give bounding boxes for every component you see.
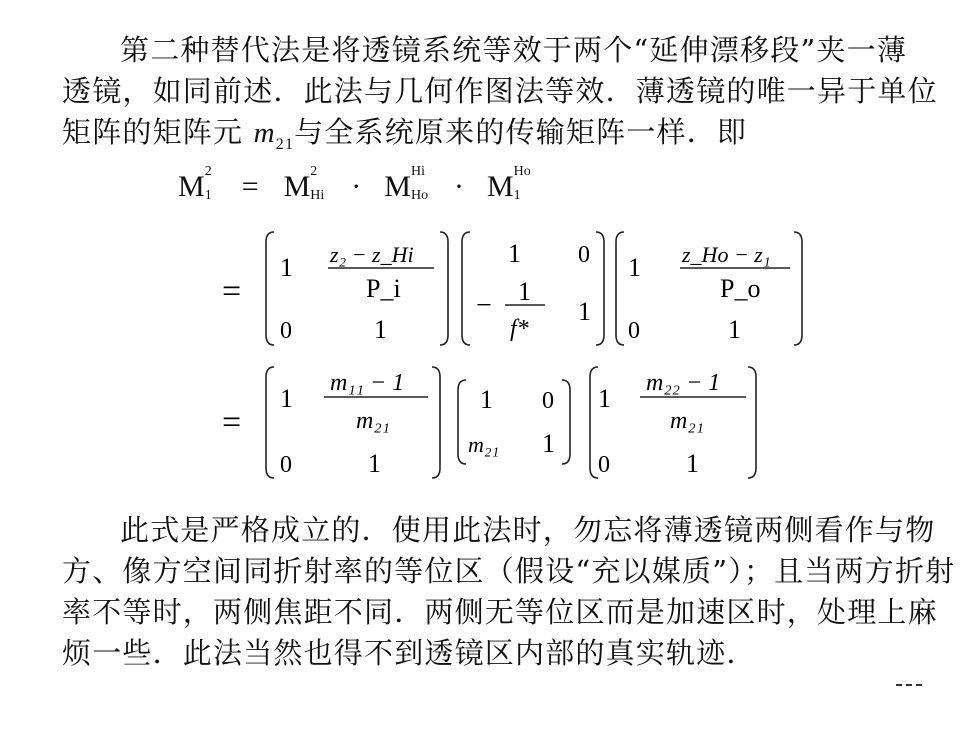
r1m3-b-num: z_Ho − z₁	[682, 242, 771, 267]
paragraph-2-line-3: 率不等时，两侧焦距不同．两侧无等位区而是加速区时，处理上麻	[62, 595, 938, 629]
paragraph-2	[62, 510, 956, 674]
r1m3-b-den: P_o	[720, 274, 761, 303]
paragraph-1-line-1: 第二种替代法是将透镜系统等效于两个“延伸漂移段”夹一薄	[120, 33, 908, 67]
page-number-mark	[896, 684, 922, 689]
r1m3-d: 1	[728, 315, 741, 344]
row-1-equals: =	[222, 273, 242, 310]
r1m1-b-num: z₂ − z_Hi	[330, 242, 414, 267]
r1m1-a: 1	[280, 253, 293, 282]
paragraph-1-line-2: 透镜，如同前述．此法与几何作图法等效．薄透镜的唯一异于单位	[62, 74, 938, 108]
r2m3-a: 1	[598, 384, 611, 413]
r1m1-d: 1	[374, 315, 387, 344]
paragraph-2-line-2: 方、像方空间同折射率的等位区（假设“充以媒质”）；且当两方折射	[62, 554, 956, 588]
paragraph-2-line-4: 烦一些．此法当然也得不到透镜区内部的真实轨迹．	[62, 636, 757, 670]
lhs-matrix: M 2 1	[178, 164, 212, 203]
r2m2-b: 0	[542, 388, 554, 414]
r1m3-c: 0	[628, 318, 640, 344]
r2m1-a: 1	[280, 384, 293, 413]
r1m2-c-den: f*	[510, 316, 529, 342]
r1m3-a: 1	[628, 253, 641, 282]
r2m2-a: 1	[480, 385, 493, 414]
paragraph-2-line-1: 此式是严格成立的．使用此法时，勿忘将薄透镜两侧看作与物	[120, 513, 936, 547]
r1m1-b-den: P_i	[366, 274, 401, 303]
equals-sign: =	[241, 170, 259, 203]
r1m2-d: 1	[578, 297, 591, 326]
term-3-matrix: M Ho 1	[486, 164, 531, 203]
r2m3-d: 1	[686, 449, 699, 478]
r2m1-b-den: m₂₁	[356, 408, 391, 434]
term-2-matrix: M Hi Ho	[384, 164, 429, 203]
r2m1-c: 0	[280, 452, 292, 478]
dot-operator: ·	[351, 170, 362, 203]
r2m1-d: 1	[368, 449, 381, 478]
r2m2-d: 1	[542, 429, 555, 458]
r1m2-a: 1	[508, 239, 521, 268]
r2m3-c: 0	[598, 452, 610, 478]
dot-operator: ·	[453, 170, 464, 203]
term-1-matrix: M 2 Hi	[283, 164, 325, 203]
r2m1-b-num: m₁₁ − 1	[330, 370, 405, 396]
r2m2-c: m₂₁	[468, 432, 500, 457]
r2m3-b-num: m₂₂ − 1	[646, 370, 721, 396]
matrix-element-symbol: m	[253, 117, 276, 149]
r1m2-b: 0	[578, 242, 590, 268]
row-2-equals: =	[222, 404, 242, 441]
matrix-element-subscript: 21	[275, 135, 295, 153]
r1m1-c: 0	[280, 318, 292, 344]
line-3-suffix: 与全系统原来的传输矩阵一样．即	[294, 115, 748, 149]
r1m2-minus: −	[476, 290, 492, 321]
r2m3-b-den: m₂₁	[670, 408, 705, 434]
line-3-prefix: 矩阵的矩阵元	[62, 115, 244, 149]
r1m2-c-num: 1	[518, 277, 531, 306]
